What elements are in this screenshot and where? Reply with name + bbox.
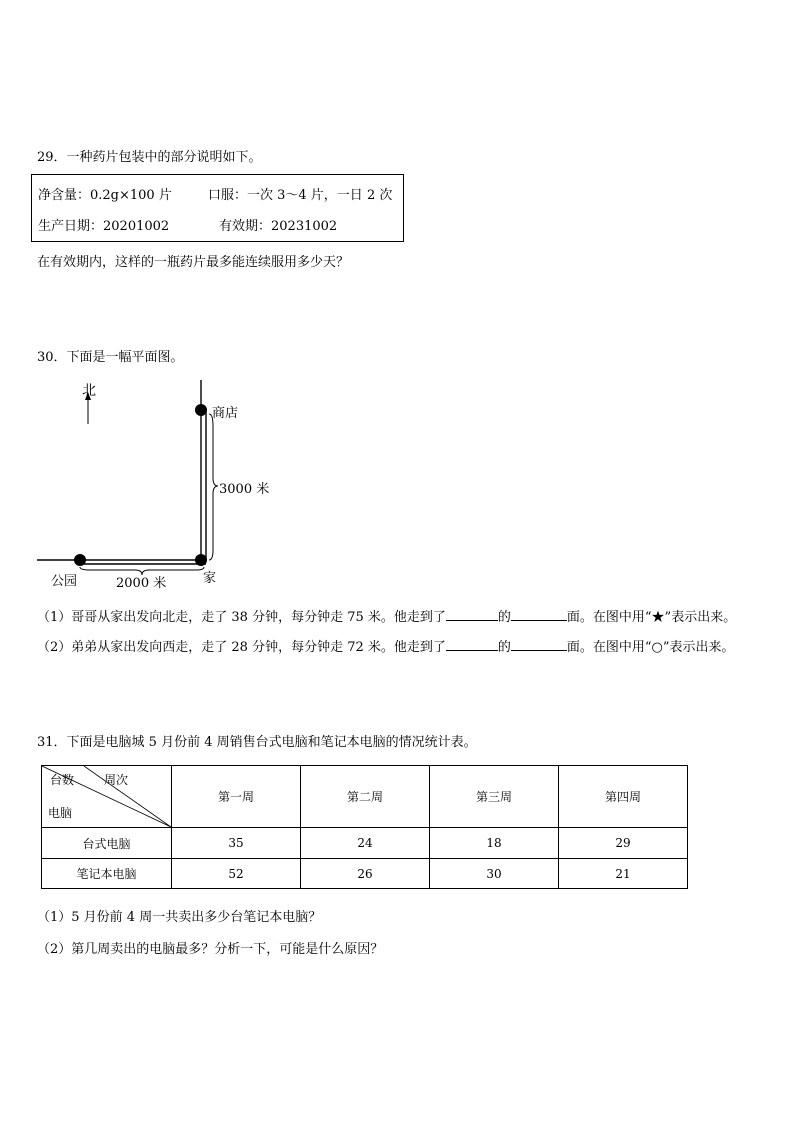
q29-production-date: 生产日期：20201002 <box>38 219 170 234</box>
q30-sub1-text-b: 的 <box>497 610 511 625</box>
q29-dosage: 口服：一次 3～4 片，一日 2 次 <box>208 188 393 203</box>
map-distance-vertical: 3000 米 <box>219 482 270 497</box>
map-shop-label: 商店 <box>212 406 239 421</box>
q30-sub2 <box>37 636 735 655</box>
table-cell: 26 <box>301 859 430 889</box>
table-cell: 29 <box>559 828 688 859</box>
q30-sub2-blank-2[interactable] <box>511 649 567 651</box>
table-cell: 30 <box>430 859 559 889</box>
table-header-week3: 第三周 <box>430 766 559 828</box>
map-park-label: 公园 <box>51 574 78 589</box>
table-cell: 21 <box>559 859 688 889</box>
corner-top-right: 周次 <box>104 773 129 787</box>
q30-sub2-text-a: （2）弟弟从家出发向西走，走了 28 分钟，每分钟走 72 米。他走到了 <box>37 640 446 655</box>
table-header-week2: 第二周 <box>301 766 430 828</box>
q30-sub1-blank-1[interactable] <box>446 619 498 621</box>
map-distance-horizontal: 2000 米 <box>116 576 167 591</box>
map-home-label: 家 <box>203 571 217 586</box>
q29-info-box <box>31 174 404 242</box>
q29-question: 在有效期内，这样的一瓶药片最多能连续服用多少天？ <box>37 255 350 270</box>
table-cell: 24 <box>301 828 430 859</box>
q31-sub2: （2）第几周卖出的电脑最多？分析一下，可能是什么原因？ <box>37 942 384 957</box>
map-north-label: 北 <box>82 383 96 399</box>
q29-net-content: 净含量：0.2g×100 片 <box>38 188 172 203</box>
table-header-week1: 第一周 <box>172 766 301 828</box>
table-row <box>42 828 688 859</box>
q29-title: 29．一种药片包装中的部分说明如下。 <box>37 150 262 165</box>
table-header-week4: 第四周 <box>559 766 688 828</box>
corner-top-left: 台数 <box>50 773 75 787</box>
q30-sub1 <box>37 606 736 625</box>
q31-title: 31．下面是电脑城 5 月份前 4 周销售台式电脑和笔记本电脑的情况统计表。 <box>37 735 477 750</box>
q31-stat-table <box>41 765 688 889</box>
row-label-desktop: 台式电脑 <box>42 828 172 859</box>
q31-sub1: （1）5 月份前 4 周一共卖出多少台笔记本电脑？ <box>37 910 322 925</box>
q30-sub2-blank-1[interactable] <box>446 649 498 651</box>
park-point-icon <box>74 554 86 566</box>
corner-bottom-left: 电脑 <box>48 806 73 820</box>
row-label-laptop: 笔记本电脑 <box>42 859 172 889</box>
table-header-row <box>42 766 688 828</box>
brace-vertical-icon <box>209 414 218 560</box>
q30-sub2-text-c: 面。在图中用“○”表示出来。 <box>566 640 735 655</box>
table-cell: 35 <box>172 828 301 859</box>
table-corner-cell <box>42 766 172 828</box>
q30-sub2-text-b: 的 <box>497 640 511 655</box>
q30-sub1-text-a: （1）哥哥从家出发向北走，走了 38 分钟，每分钟走 75 米。他走到了 <box>37 610 446 625</box>
home-point-icon <box>195 554 207 566</box>
q30-title: 30．下面是一幅平面图。 <box>37 350 184 365</box>
table-row <box>42 859 688 889</box>
q30-sub1-text-c: 面。在图中用“★”表示出来。 <box>566 610 737 625</box>
q30-sub1-blank-2[interactable] <box>511 619 567 621</box>
shop-point-icon <box>195 404 207 416</box>
table-cell: 18 <box>430 828 559 859</box>
q29-expiry: 有效期：20231002 <box>219 219 338 234</box>
table-cell: 52 <box>172 859 301 889</box>
